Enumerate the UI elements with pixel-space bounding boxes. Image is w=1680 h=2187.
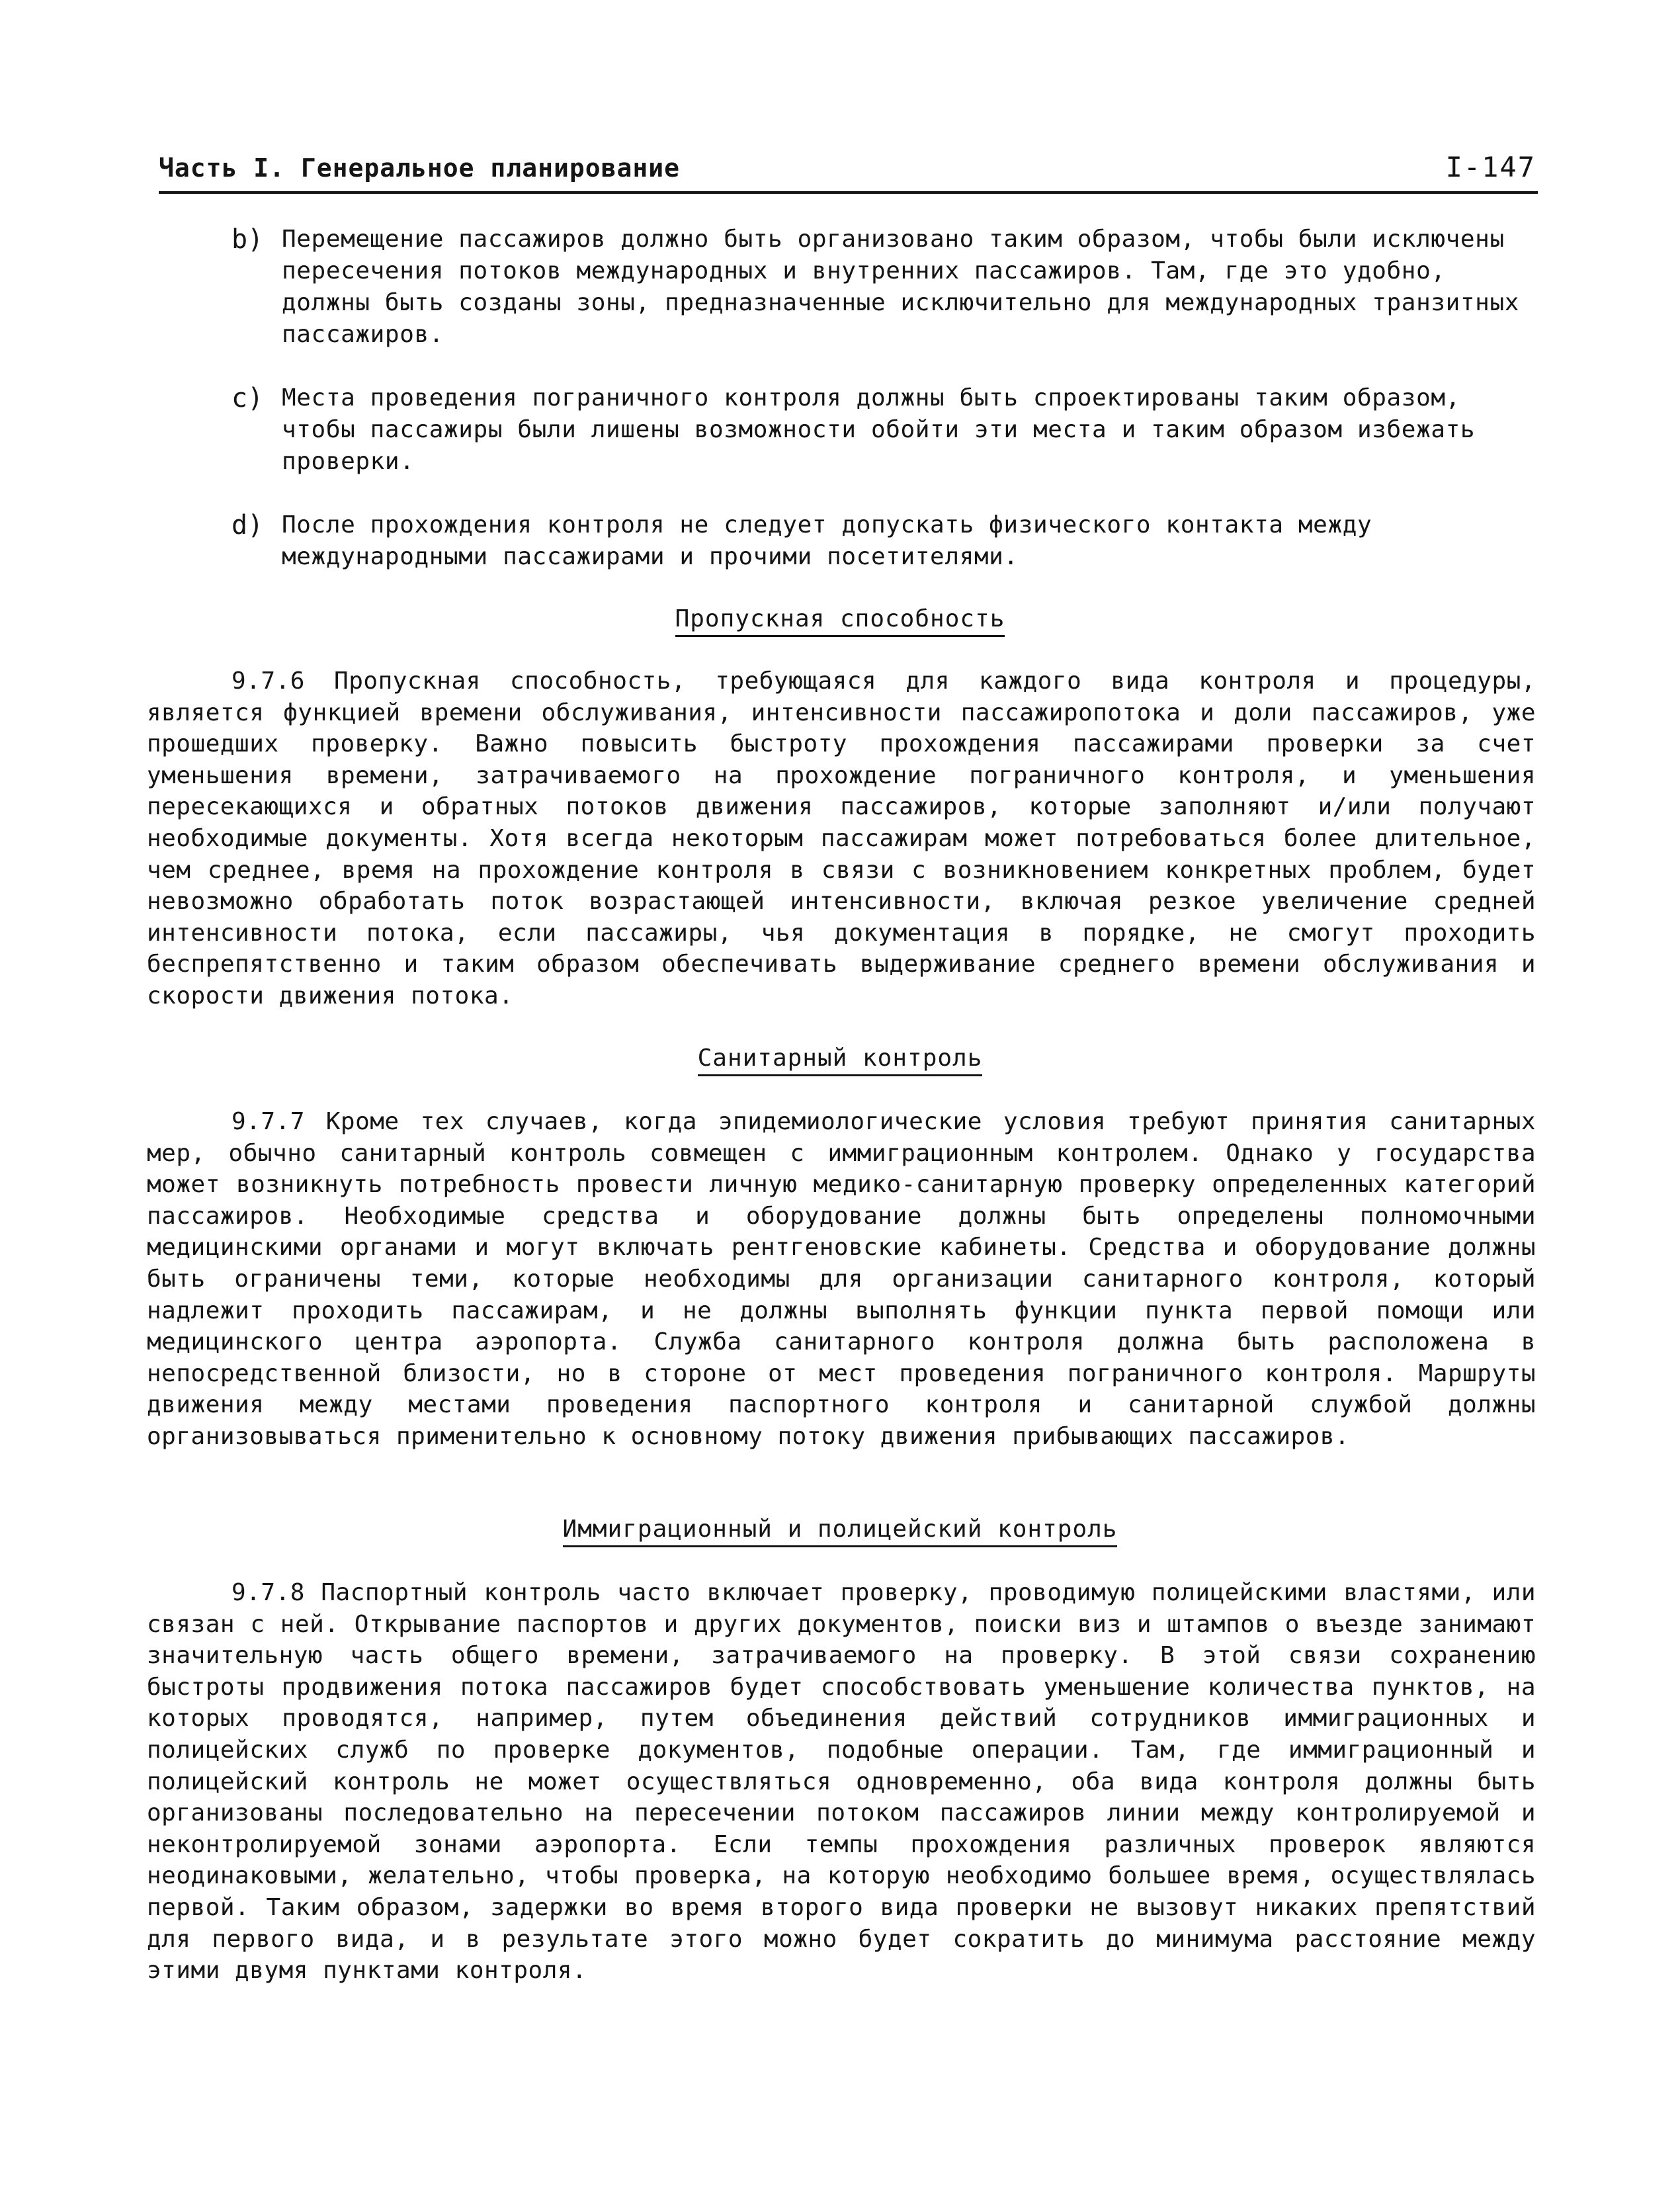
header-rule bbox=[159, 191, 1538, 194]
paragraph-9-7-8: 9.7.8 Паспортный контроль часто включает проверку, проводимую полицейскими властями, или связан с ней. Открывание паспортов и других документов, поиски виз и штампов о въезде занимают значительную часть общего времени, затрачиваемого на проверку. В этой связи сохранению быстроты продвижения потока пассажиров будет способствовать уменьшение количества пунктов, на которых проводятся, например, путем объединения действий сотрудников иммиграционных и полицейских служб по проверке документов, подобные операции. Там, где иммиграционный и полицейский контроль не может осуществляться одновременно, оба вида контроля должны быть организованы последовательно на пересечении потоком пассажиров линии между контролируемой и неконтролируемой зонами аэропорта. Если темпы прохождения различных проверок являются неодинаковыми, желательно, чтобы проверка, на которую необходимо большее время, осуществлялась первой. Таким образом, задержки во время второго вида проверки не вызовут никаких препятствий для первого вида, и в результате этого можно будет сократить до минимума расстояние между этими двумя пунктами контроля. bbox=[147, 1579, 1536, 1985]
page-header bbox=[159, 153, 1536, 191]
list-item-text: После прохождения контроля не следует допускать физического контакта между международными пассажирами и прочими посетителями. bbox=[282, 511, 1372, 570]
list-item-text: Места проведения пограничного контроля должны быть спроектированы таким образом, чтобы пассажиры были лишены возможности обойти эти места и таким образом избежать проверки. bbox=[282, 384, 1476, 475]
section-heading bbox=[0, 1043, 1680, 1074]
paragraph-9-7-7: 9.7.7 Кроме тех случаев, когда эпидемиологические условия требуют принятия санитарных мер, обычно санитарный контроль совмещен с иммиграционным контролем. Однако у государства может возникнуть потребность провести личную медико-санитарную проверку определенных категорий пассажиров. Необходимые средства и оборудование должны быть определены полномочными медицинскими органами и могут включать рентгеновские кабинеты. Средства и оборудование должны быть ограничены теми, которые необходимы для организации санитарного контроля, который надлежит проходить пассажирам, и не должны выполнять функции пункта первой помощи или медицинского центра аэропорта. Служба санитарного контроля должна быть расположена в непосредственной близости, но в стороне от мест проведения пограничного контроля. Маршруты движения между местами проведения паспортного контроля и санитарной службой должны организовываться применительно к основному потоку движения прибывающих пассажиров. bbox=[147, 1108, 1536, 1450]
section-heading bbox=[0, 603, 1680, 635]
list-item-c bbox=[231, 382, 1521, 478]
section-heading-text: Пропускная способность bbox=[675, 605, 1005, 637]
list-items bbox=[231, 224, 1521, 605]
list-item-text: Перемещение пассажиров должно быть организовано таким образом, чтобы были исключены пересечения потоков международных и внутренних пассажиров. Там, где это удобно, должны быть созданы зоны, предназначенные исключительно для международных транзитных пассажиров. bbox=[282, 226, 1520, 348]
list-item-marker: c) bbox=[231, 383, 264, 413]
list-item-marker: d) bbox=[231, 510, 264, 540]
paragraph-9-7-6: 9.7.6 Пропускная способность, требующаяся для каждого вида контроля и процедуры, является функцией времени обслуживания, интенсивности пассажиропотока и доли пассажиров, уже прошедших проверку. Важно повысить быстроту прохождения пассажирами проверки за счет уменьшения времени, затрачиваемого на прохождение пограничного контроля, и уменьшения пересекающихся и обратных потоков движения пассажиров, которые заполняют и/или получают необходимые документы. Хотя всегда некоторым пассажирам может потребоваться более длительное, чем среднее, время на прохождение контроля в связи с возникновением конкретных проблем, будет невозможно обработать поток возрастающей интенсивности, включая резкое увеличение средней интенсивности потока, если пассажиры, чья документация в порядке, не смогут проходить беспрепятственно и таким образом обеспечивать выдерживание среднего времени обслуживания и скорости движения потока. bbox=[147, 667, 1536, 1009]
list-item-marker: b) bbox=[231, 224, 264, 255]
section-heading-text: Санитарный контроль bbox=[698, 1045, 983, 1076]
section-heading bbox=[0, 1514, 1680, 1545]
running-header-title: Часть I. Генеральное планирование bbox=[159, 153, 680, 183]
list-item-b bbox=[231, 224, 1521, 351]
list-item-d bbox=[231, 509, 1521, 573]
section-heading-text: Иммиграционный и полицейский контроль bbox=[563, 1516, 1118, 1547]
page-number: I-147 bbox=[1445, 151, 1536, 183]
